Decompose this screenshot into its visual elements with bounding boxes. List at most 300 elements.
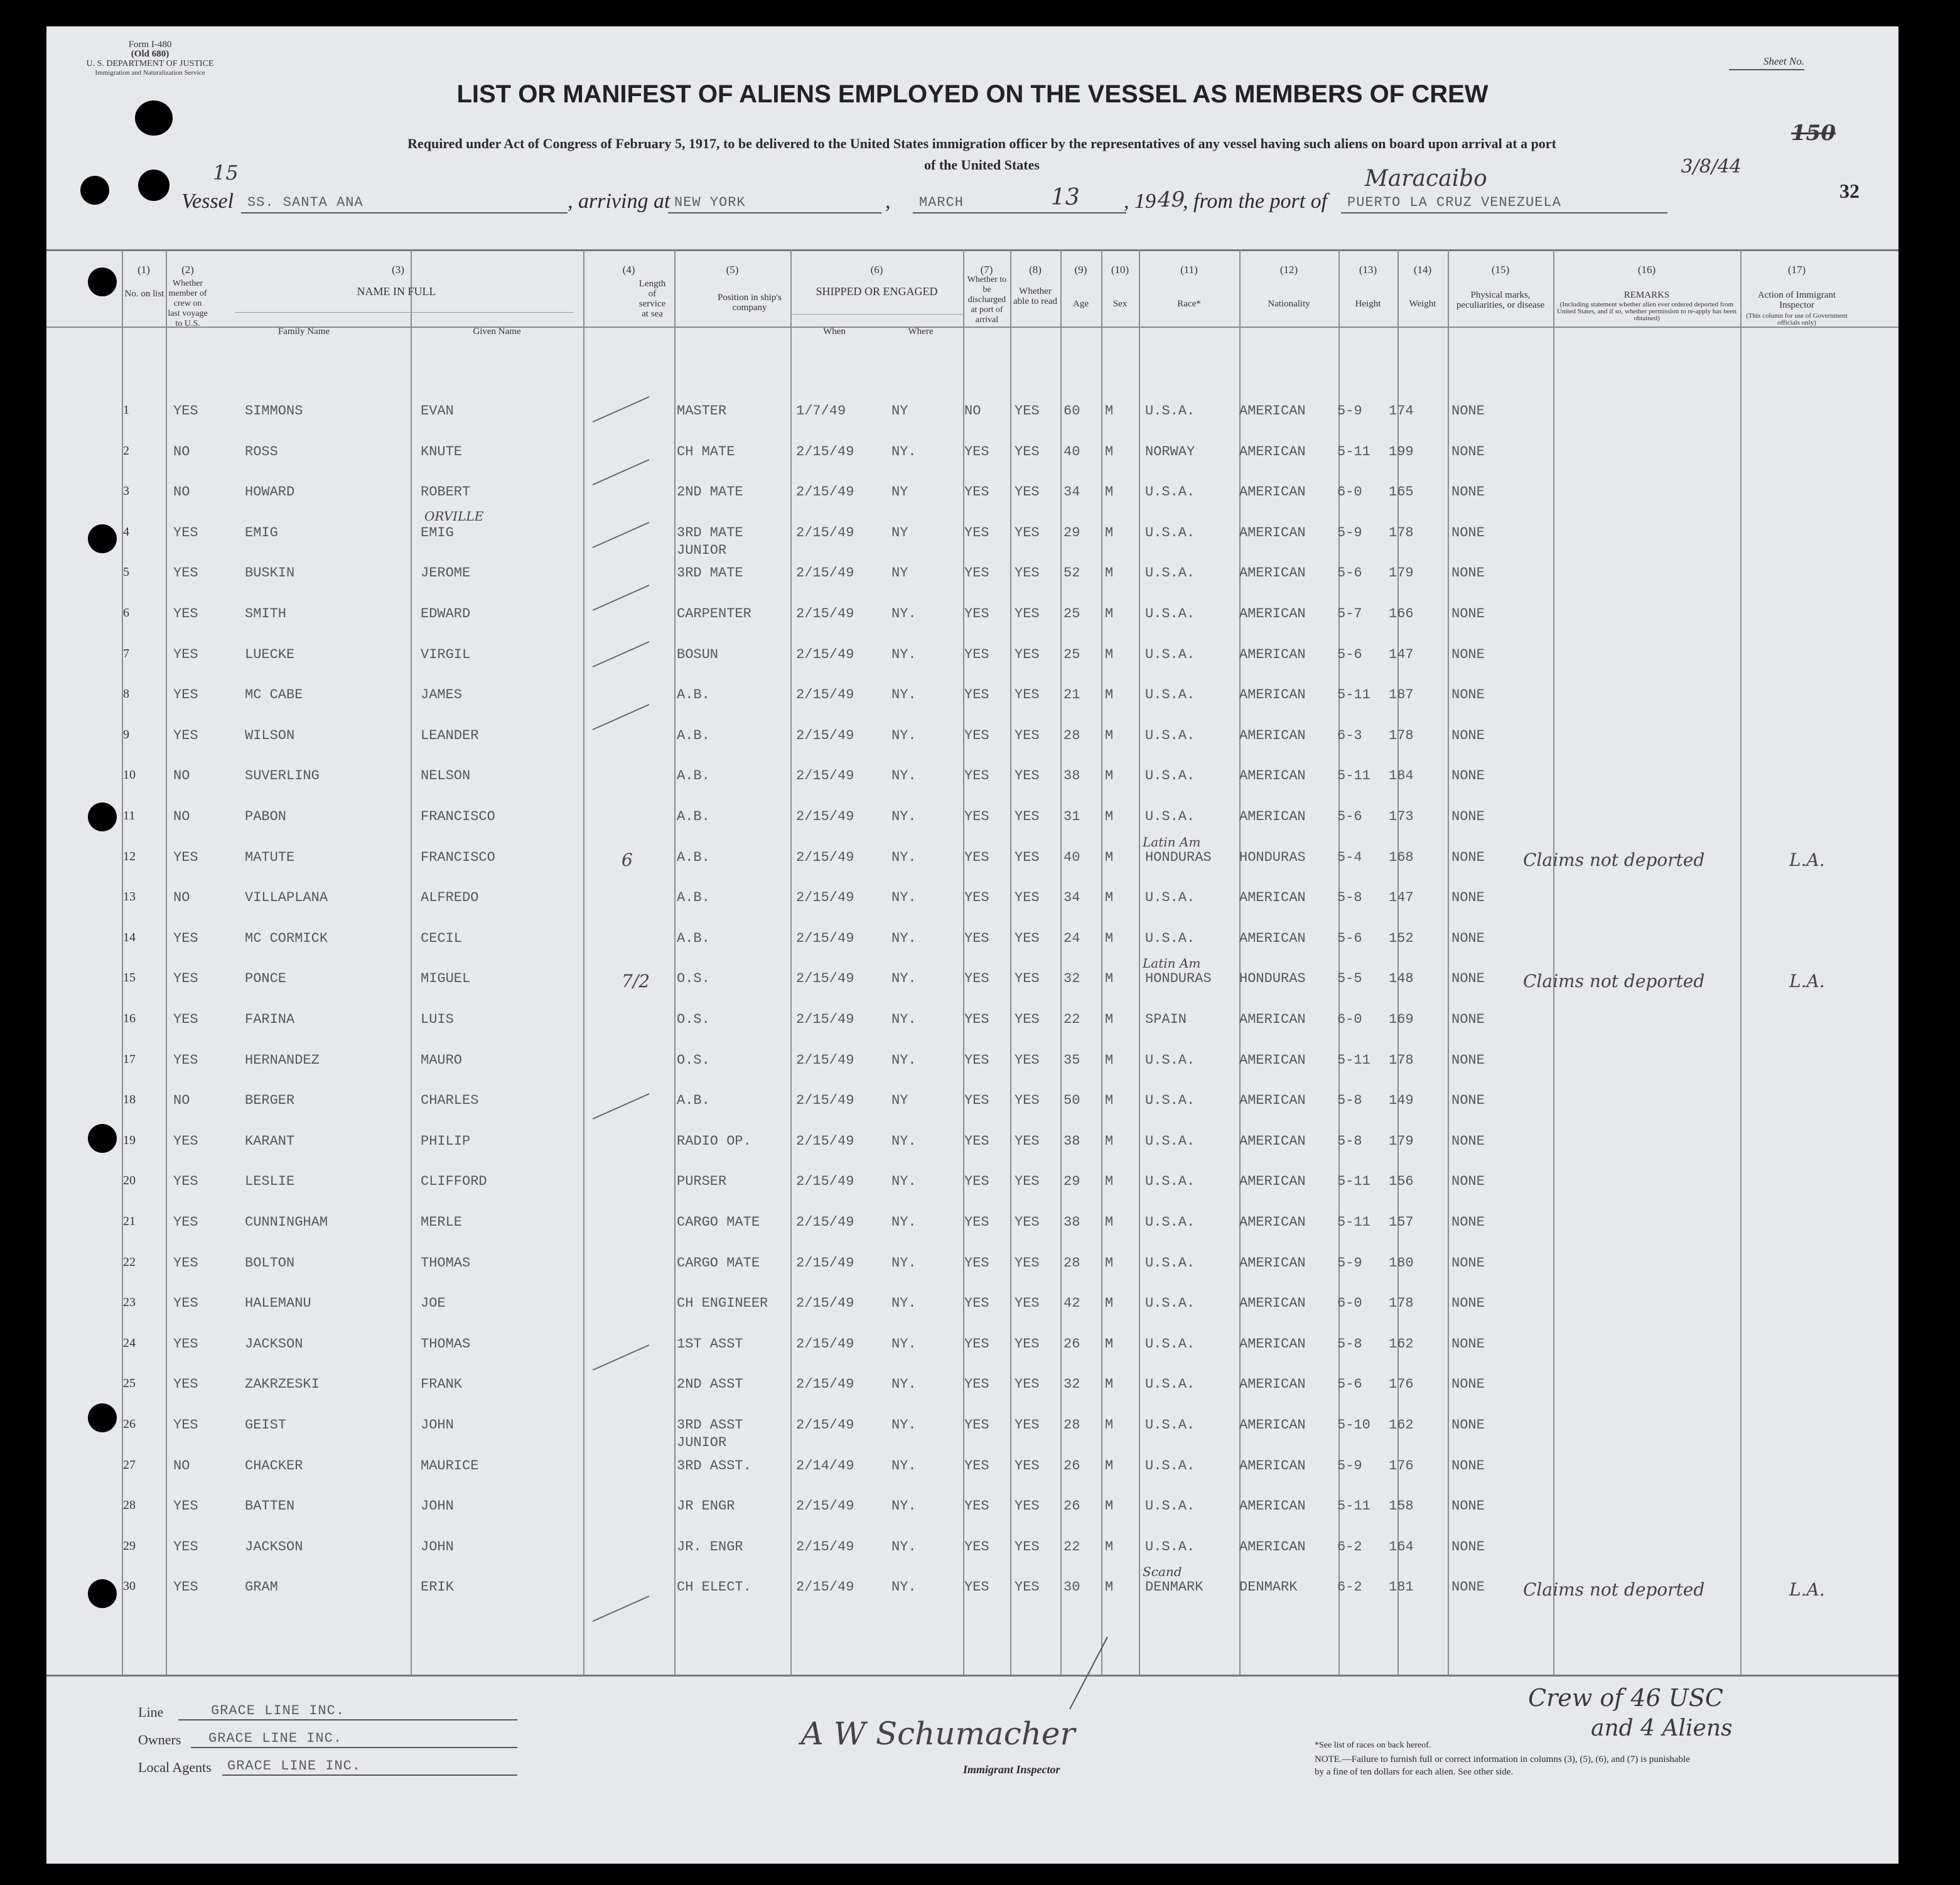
cell-nat: AMERICAN: [1239, 1052, 1306, 1068]
cell-age: 34: [1063, 890, 1080, 906]
cell-position: BOSUN: [677, 646, 719, 662]
table-row: [46, 809, 1898, 828]
cell-family: MC CABE: [245, 687, 303, 703]
cell-nat: AMERICAN: [1239, 1214, 1306, 1230]
cell-height: 5-6: [1337, 930, 1362, 946]
sheet-number-label: Sheet No.: [1763, 55, 1804, 67]
cell-weight: 199: [1389, 443, 1414, 460]
cell-disch: YES: [964, 1295, 989, 1312]
cell-read: YES: [1015, 565, 1040, 581]
table-row: [46, 444, 1898, 463]
cell-weight: 165: [1389, 484, 1414, 500]
cell-age: 34: [1063, 484, 1080, 500]
cell-position: A.B.: [677, 890, 710, 906]
line-value: GRACE LINE INC.: [211, 1703, 345, 1719]
cell-age: 22: [1063, 1538, 1080, 1555]
cell-nat: AMERICAN: [1239, 606, 1306, 622]
cell-disch: YES: [964, 524, 989, 541]
table-row: [46, 1458, 1898, 1477]
cell-age: 38: [1063, 1214, 1080, 1230]
cell-given: CLIFFORD: [421, 1174, 487, 1190]
table-row: [46, 1336, 1898, 1355]
cell-nat: AMERICAN: [1239, 768, 1306, 784]
cell-read: YES: [1015, 1295, 1040, 1312]
cell-where: NY: [891, 484, 908, 500]
cell-crew: YES: [173, 1255, 198, 1271]
cell-weight: 174: [1389, 403, 1414, 419]
table-row: [46, 647, 1898, 666]
cell-height: 5-11: [1337, 1174, 1370, 1190]
cell-sex: M: [1105, 971, 1114, 987]
cell-nat: AMERICAN: [1239, 809, 1306, 824]
inspector-signature: A W Schumacher: [800, 1715, 1075, 1752]
col-header-height: Height: [1355, 299, 1381, 309]
cell-when: 2/15/49: [796, 1417, 854, 1433]
cell-race: U.S.A.: [1145, 484, 1195, 500]
arrival-date-underline: [913, 212, 1126, 213]
cell-when: 2/15/49: [796, 687, 854, 703]
cell-family: HOWARD: [245, 484, 295, 500]
col-header-service: Length of service at sea: [638, 279, 666, 319]
cell-disch: YES: [964, 606, 989, 622]
cell-weight: 162: [1389, 1336, 1414, 1352]
cell-read: YES: [1015, 403, 1040, 419]
crew-total-note-2: and 4 Aliens: [1591, 1715, 1733, 1741]
vessel-name-underline: [241, 212, 568, 213]
cell-crew: NO: [173, 1093, 190, 1109]
cell-no: 11: [123, 809, 136, 823]
cell-when: 2/15/49: [796, 971, 854, 987]
cell-race: U.S.A.: [1145, 1093, 1195, 1109]
arriving-port: NEW YORK: [674, 195, 746, 210]
cell-position: 3RD MATE: [677, 524, 743, 541]
cell-where: NY.: [891, 1052, 917, 1068]
cell-age: 38: [1063, 1133, 1080, 1149]
cell-race: U.S.A.: [1145, 646, 1195, 662]
table-row: [46, 1417, 1898, 1450]
cell-sex: M: [1105, 1417, 1114, 1433]
cell-no: 30: [123, 1579, 136, 1594]
cell-height: 5-6: [1337, 809, 1362, 824]
owners-value: GRACE LINE INC.: [208, 1731, 343, 1746]
cell-weight: 149: [1389, 1093, 1414, 1109]
cell-weight: 157: [1389, 1214, 1414, 1230]
vessel-name: SS. SANTA ANA: [247, 195, 363, 210]
line-label: Line: [138, 1704, 164, 1720]
cell-race: U.S.A.: [1145, 809, 1195, 824]
cell-nat: AMERICAN: [1239, 1538, 1306, 1555]
col-header-remarks-note: (Including statement whether alien ever ordered deported from United States, and if so, whether permission to re-apply has been obtained): [1557, 301, 1737, 322]
cell-crew: YES: [173, 1538, 198, 1555]
cell-weight: 156: [1389, 1174, 1414, 1190]
cell-read: YES: [1015, 1052, 1040, 1068]
cell-age: 50: [1063, 1093, 1080, 1109]
cell-crew: NO: [173, 809, 190, 824]
cell-nat: AMERICAN: [1239, 1336, 1306, 1352]
cell-crew: YES: [173, 403, 198, 419]
cell-where: NY.: [891, 1336, 917, 1352]
cell-when: 2/15/49: [796, 606, 854, 622]
cell-no: 20: [123, 1174, 136, 1188]
cell-nat: AMERICAN: [1239, 687, 1306, 703]
cell-race: U.S.A.: [1145, 1133, 1195, 1149]
cell-sex: M: [1105, 1255, 1114, 1271]
col-number: (13): [1359, 264, 1377, 276]
from-port-label: , from the port of: [1183, 190, 1328, 213]
cell-no: 24: [123, 1336, 136, 1350]
cell-race-hand: Scand: [1143, 1564, 1182, 1580]
table-row: [46, 728, 1898, 747]
cell-weight: 179: [1389, 1133, 1414, 1149]
cell-disch: YES: [964, 1174, 989, 1190]
corner-handwritten-number: 150: [1791, 121, 1836, 146]
cell-position: 3RD ASST: [677, 1417, 743, 1433]
cell-given: JOHN: [421, 1498, 454, 1515]
cell-marks: NONE: [1451, 809, 1485, 824]
cell-position-line2: JUNIOR: [677, 1435, 727, 1450]
cell-crew: YES: [173, 1012, 198, 1027]
cell-crew: YES: [173, 1579, 198, 1596]
cell-height: 5-7: [1337, 606, 1362, 622]
binder-hole: [88, 802, 117, 831]
binder-hole: [88, 524, 117, 553]
cell-no: 17: [123, 1052, 136, 1066]
cell-disch: YES: [964, 768, 989, 784]
cell-action: L.A.: [1789, 1579, 1825, 1601]
cell-given: CHARLES: [421, 1093, 479, 1109]
cell-age: 32: [1063, 971, 1080, 987]
cell-when: 2/15/49: [796, 1174, 854, 1190]
cell-where: NY.: [891, 1012, 917, 1027]
cell-nat: AMERICAN: [1239, 1457, 1306, 1474]
cell-disch: YES: [964, 1214, 989, 1230]
cell-where: NY.: [891, 1538, 917, 1555]
cell-nat: AMERICAN: [1239, 646, 1306, 662]
col-header-marks: Physical marks, peculiarities, or disease: [1456, 290, 1545, 310]
cell-sex: M: [1105, 1457, 1114, 1474]
cell-family: CHACKER: [245, 1457, 303, 1474]
cell-given: LUIS: [421, 1012, 454, 1027]
table-row: [46, 1376, 1898, 1395]
table-row: [46, 768, 1898, 787]
cell-nat: AMERICAN: [1239, 1498, 1306, 1515]
table-row: [46, 687, 1898, 706]
arrival-month: MARCH: [919, 195, 964, 210]
cell-when: 2/15/49: [796, 443, 854, 460]
cell-position: 2ND ASST: [677, 1376, 743, 1393]
cell-sex: M: [1105, 1012, 1114, 1027]
cell-read: YES: [1015, 1579, 1040, 1596]
cell-race: U.S.A.: [1145, 727, 1195, 743]
table-row: [46, 565, 1898, 584]
cell-sex: M: [1105, 443, 1114, 460]
cell-crew: YES: [173, 565, 198, 581]
col-header-weight: Weight: [1409, 299, 1436, 309]
cell-weight: 178: [1389, 1052, 1414, 1068]
cell-position: CARPENTER: [677, 606, 751, 622]
arriving-port-underline: [668, 212, 881, 213]
cell-age: 26: [1063, 1457, 1080, 1474]
cell-given: FRANK: [421, 1376, 463, 1393]
cell-no: 13: [123, 890, 136, 904]
page-number: 32: [1839, 180, 1860, 202]
cell-where: NY: [891, 403, 908, 419]
cell-read: YES: [1015, 1336, 1040, 1352]
cell-family: FARINA: [245, 1012, 295, 1027]
cell-age: 42: [1063, 1295, 1080, 1312]
cell-given: JOHN: [421, 1417, 454, 1433]
cell-service: 7/2: [622, 971, 650, 992]
cell-when: 2/15/49: [796, 1255, 854, 1271]
cell-read: YES: [1015, 1214, 1040, 1230]
cell-race: U.S.A.: [1145, 1214, 1195, 1230]
cell-marks: NONE: [1451, 1093, 1485, 1109]
col-header-crew: Whether member of crew on last voyage to U.S.: [168, 279, 208, 328]
table-row: [46, 1539, 1898, 1558]
cell-family: BUSKIN: [245, 565, 295, 581]
cell-weight: 184: [1389, 768, 1414, 784]
cell-nat: AMERICAN: [1239, 890, 1306, 906]
cell-marks: NONE: [1451, 971, 1485, 987]
cell-race: U.S.A.: [1145, 606, 1195, 622]
cell-crew: YES: [173, 1376, 198, 1393]
cell-family: LESLIE: [245, 1174, 295, 1190]
cell-disch: YES: [964, 1052, 989, 1068]
cell-read: YES: [1015, 1012, 1040, 1027]
cell-remarks: Claims not deported: [1523, 971, 1705, 992]
cell-age: 26: [1063, 1336, 1080, 1352]
cell-when: 2/15/49: [796, 930, 854, 946]
col-header-given: Given Name: [473, 327, 521, 337]
cell-read: YES: [1015, 1133, 1040, 1149]
cell-where: NY.: [891, 1255, 917, 1271]
cell-read: YES: [1015, 849, 1040, 865]
cell-height: 5-6: [1337, 565, 1362, 581]
cell-disch: YES: [964, 1498, 989, 1515]
cell-where: NY.: [891, 890, 917, 906]
cell-position: JR ENGR: [677, 1498, 735, 1515]
cell-race: U.S.A.: [1145, 1174, 1195, 1190]
cell-crew: YES: [173, 1417, 198, 1433]
cell-age: 35: [1063, 1052, 1080, 1068]
cell-disch: NO: [964, 403, 981, 419]
col-header-action: Action of Immigrant Inspector: [1757, 290, 1836, 310]
cell-marks: NONE: [1451, 849, 1485, 865]
table-row: [46, 1214, 1898, 1233]
cell-no: 7: [123, 646, 129, 661]
cell-height: 6-0: [1337, 1012, 1362, 1027]
cell-where: NY: [891, 1093, 908, 1109]
cell-marks: NONE: [1451, 930, 1485, 946]
cell-sex: M: [1105, 1336, 1114, 1352]
cell-read: YES: [1015, 1457, 1040, 1474]
manifest-sheet: [46, 26, 1898, 1864]
cell-marks: NONE: [1451, 1012, 1485, 1027]
cell-no: 1: [123, 403, 129, 417]
cell-family: HERNANDEZ: [245, 1052, 320, 1068]
cell-height: 5-11: [1337, 1498, 1370, 1515]
table-row: [46, 508, 1898, 558]
cell-given: ALFREDO: [421, 890, 479, 906]
cell-read: YES: [1015, 1255, 1040, 1271]
cell-marks: NONE: [1451, 1052, 1485, 1068]
cell-no: 18: [123, 1093, 136, 1107]
cell-where: NY.: [891, 1498, 917, 1515]
col-number: (5): [726, 264, 739, 276]
service-column-strokes: [586, 365, 674, 1653]
cell-age: 60: [1063, 403, 1080, 419]
cell-age: 28: [1063, 727, 1080, 743]
cell-race: U.S.A.: [1145, 890, 1195, 906]
cell-marks: NONE: [1451, 565, 1485, 581]
cell-when: 2/15/49: [796, 1012, 854, 1027]
cell-weight: 173: [1389, 809, 1414, 824]
cell-no: 4: [123, 524, 129, 539]
cell-crew: YES: [173, 849, 198, 865]
col-header-race: Race*: [1177, 299, 1201, 309]
cell-position: MASTER: [677, 403, 727, 419]
table-row: [46, 1564, 1898, 1601]
cell-weight: 180: [1389, 1255, 1414, 1271]
cell-race: DENMARK: [1145, 1579, 1203, 1596]
cell-marks: NONE: [1451, 1336, 1485, 1352]
cell-when: 2/15/49: [796, 1214, 854, 1230]
cell-marks: NONE: [1451, 1376, 1485, 1393]
cell-race: U.S.A.: [1145, 1498, 1195, 1515]
cell-disch: YES: [964, 809, 989, 824]
cell-when: 2/15/49: [796, 1498, 854, 1515]
cell-disch: YES: [964, 1538, 989, 1555]
races-note: *See list of races on back hereof.: [1315, 1741, 1431, 1750]
binder-hole: [88, 1579, 117, 1608]
cell-position-line2: JUNIOR: [677, 542, 727, 558]
cell-sex: M: [1105, 1498, 1114, 1515]
cell-when: 2/15/49: [796, 1295, 854, 1312]
col-header-age: Age: [1073, 299, 1089, 309]
col-header-no: No. on list: [124, 289, 164, 299]
col-number: (7): [980, 264, 993, 276]
cell-no: 21: [123, 1214, 136, 1228]
line-underline: [178, 1719, 517, 1720]
col-number: (12): [1279, 264, 1298, 276]
cell-when: 2/15/49: [796, 1538, 854, 1555]
cell-height: 5-11: [1337, 443, 1370, 460]
year-prefix: , 19: [1124, 190, 1156, 213]
cell-given: THOMAS: [421, 1336, 471, 1352]
cell-height: 5-4: [1337, 849, 1362, 865]
cell-marks: NONE: [1451, 646, 1485, 662]
cell-sex: M: [1105, 930, 1114, 946]
cell-age: 29: [1063, 1174, 1080, 1190]
cell-where: NY.: [891, 1174, 917, 1190]
cell-read: YES: [1015, 890, 1040, 906]
cell-weight: 179: [1389, 565, 1414, 581]
form-header-block: [46, 40, 254, 78]
cell-remarks: Claims not deported: [1523, 849, 1705, 870]
cell-sex: M: [1105, 849, 1114, 865]
name-sub-divider: [235, 312, 574, 313]
cell-sex: M: [1105, 646, 1114, 662]
cell-given: MAURO: [421, 1052, 463, 1068]
cell-crew: YES: [173, 606, 198, 622]
cell-where: NY.: [891, 687, 917, 703]
col-number: (4): [622, 264, 635, 276]
cell-race-hand: Latin Am: [1143, 956, 1201, 971]
cell-weight: 169: [1389, 1012, 1414, 1027]
cell-where: NY: [891, 524, 908, 541]
cell-age: 22: [1063, 1012, 1080, 1027]
cell-read: YES: [1015, 1174, 1040, 1190]
cell-disch: YES: [964, 484, 989, 500]
cell-family: LUECKE: [245, 646, 295, 662]
cell-race: U.S.A.: [1145, 1457, 1195, 1474]
cell-given: JEROME: [421, 565, 471, 581]
col-number: (10): [1111, 264, 1129, 276]
punch-mark: [135, 100, 173, 136]
cell-nat: AMERICAN: [1239, 1093, 1306, 1109]
col-header-read: Whether able to read: [1013, 286, 1057, 306]
cell-position: JR. ENGR: [677, 1538, 743, 1555]
table-row: [46, 1498, 1898, 1517]
cell-read: YES: [1015, 443, 1040, 460]
crew-total-note-1: Crew of 46 USC: [1528, 1684, 1723, 1712]
col-number: (1): [137, 264, 150, 276]
cell-weight: 166: [1389, 606, 1414, 622]
cell-age: 32: [1063, 1376, 1080, 1393]
cell-read: YES: [1015, 809, 1040, 824]
cell-sex: M: [1105, 1214, 1114, 1230]
cell-when: 2/15/49: [796, 1052, 854, 1068]
col-number: (11): [1180, 264, 1198, 276]
cell-given: KNUTE: [421, 443, 463, 460]
cell-when: 2/15/49: [796, 1093, 854, 1109]
cell-disch: YES: [964, 1579, 989, 1596]
cell-given: FRANCISCO: [421, 809, 495, 824]
cell-read: YES: [1015, 646, 1040, 662]
cell-disch: YES: [964, 1133, 989, 1149]
table-row: [46, 403, 1898, 422]
cell-sex: M: [1105, 768, 1114, 784]
cell-height: 6-0: [1337, 484, 1362, 500]
cell-height: 5-8: [1337, 1093, 1362, 1109]
cell-race: HONDURAS: [1145, 971, 1212, 987]
subtitle-line-2: of the United States: [924, 157, 1040, 173]
arriving-label: , arriving at: [568, 190, 670, 213]
cell-marks: NONE: [1451, 403, 1485, 419]
cell-height: 5-8: [1337, 890, 1362, 906]
col-header-discharged: Whether to be discharged at port of arrival: [967, 275, 1007, 325]
cell-weight: 187: [1389, 687, 1414, 703]
cell-sex: M: [1105, 890, 1114, 906]
cell-marks: NONE: [1451, 727, 1485, 743]
cell-nat: AMERICAN: [1239, 403, 1306, 419]
cell-height: 5-5: [1337, 971, 1362, 987]
cell-position: CARGO MATE: [677, 1255, 760, 1271]
cell-when: 2/15/49: [796, 849, 854, 865]
cell-marks: NONE: [1451, 1457, 1485, 1474]
cell-sex: M: [1105, 1174, 1114, 1190]
table-row: [46, 890, 1898, 909]
penalty-note: NOTE.—Failure to furnish full or correct information in columns (3), (5), (6), and (7) is punishable by a fine of ten dollars for each alien. See other side.: [1315, 1754, 1690, 1777]
cell-family: MATUTE: [245, 849, 295, 865]
cell-disch: YES: [964, 727, 989, 743]
cell-read: YES: [1015, 1376, 1040, 1393]
cell-marks: NONE: [1451, 484, 1485, 500]
cell-where: NY.: [891, 646, 917, 662]
cell-weight: 152: [1389, 930, 1414, 946]
cell-no: 22: [123, 1255, 136, 1269]
cell-race: SPAIN: [1145, 1012, 1187, 1027]
